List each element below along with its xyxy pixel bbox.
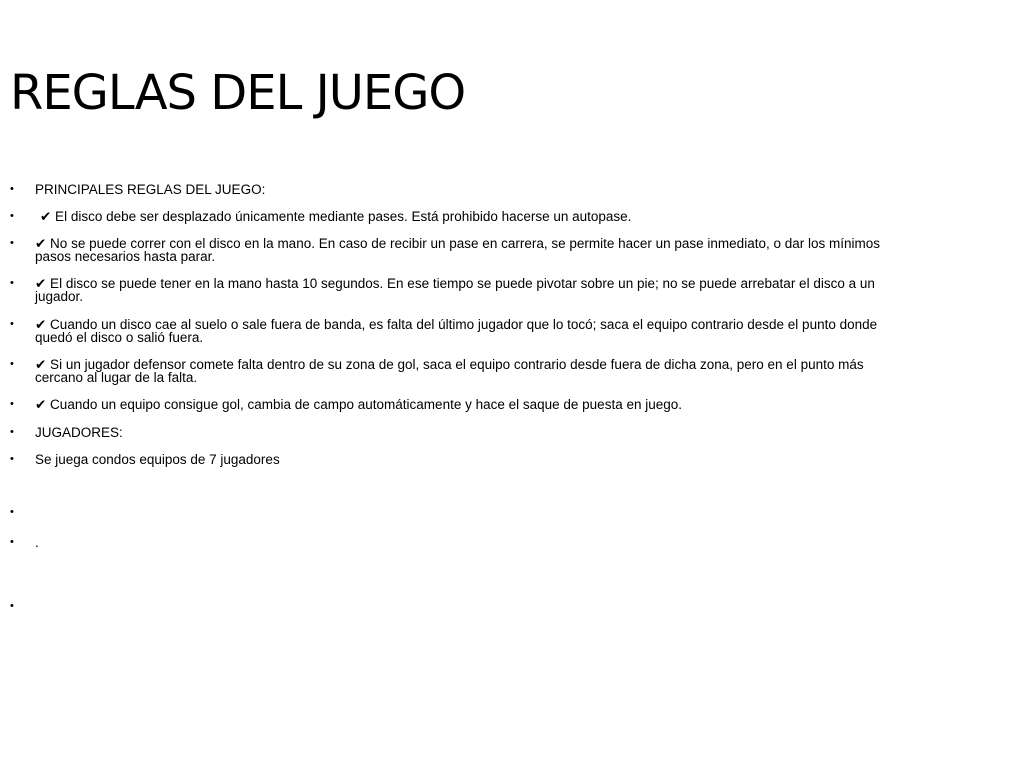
list-item-text: ✔ Cuando un equipo consigue gol, cambia de campo automáticamente y hace el saque de puesta en juego.	[35, 397, 682, 412]
list-item-text: JUGADORES:	[35, 425, 123, 440]
bullet-icon: •	[10, 183, 14, 195]
bullet-icon: •	[10, 600, 14, 612]
list-item-text: Se juega condos equipos de 7 jugadores	[35, 452, 280, 467]
bullet-icon: •	[10, 358, 14, 370]
bullet-icon: •	[10, 277, 14, 289]
list-item-text: ✔ El disco se puede tener en la mano hasta 10 segundos. En ese tiempo se puede pivotar sobre un pie; no se puede arrebatar el disco a un jugador.	[35, 276, 875, 304]
list-item-text: ✔ No se puede correr con el disco en la mano. En caso de recibir un pase en carrera, se permite hacer un pase inmediato, o dar los mínimos pasos necesarios hasta parar.	[35, 236, 880, 264]
bullet-icon: •	[10, 398, 14, 410]
list-item-text: ✔ Si un jugador defensor comete falta dentro de su zona de gol, saca el equipo contrario desde fuera de dicha zona, pero en el punto más cercano al lugar de la falta.	[35, 357, 864, 385]
list-item-text: ✔ Cuando un disco cae al suelo o sale fuera de banda, es falta del último jugador que lo tocó; saca el equipo contrario desde el punto donde quedó el disco o salió fuera.	[35, 317, 878, 345]
bullet-icon: •	[10, 210, 14, 222]
list-item-text: .	[35, 535, 39, 550]
bullet-icon: •	[10, 453, 14, 465]
bullet-icon: •	[10, 237, 14, 249]
list-item-text: ✔ El disco debe ser desplazado únicamente mediante pases. Está prohibido hacerse un autopase.	[40, 209, 632, 224]
bullet-icon: •	[10, 506, 14, 518]
slide-title: REGLAS DEL JUEGO	[10, 65, 466, 121]
bullet-icon: •	[10, 536, 14, 548]
bullet-icon: •	[10, 318, 14, 330]
list-item-text: PRINCIPALES REGLAS DEL JUEGO:	[35, 182, 266, 197]
bullet-icon: •	[10, 426, 14, 438]
